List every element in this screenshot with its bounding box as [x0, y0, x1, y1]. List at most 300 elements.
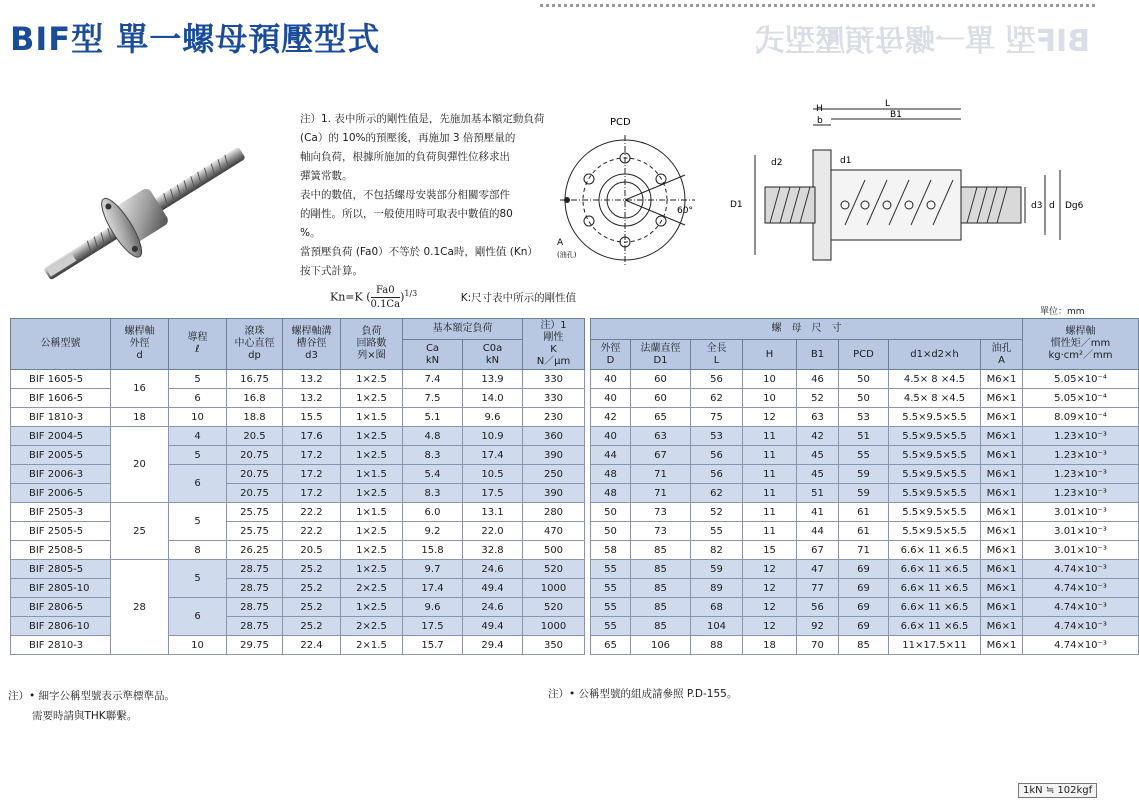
col-c0a: C0a kN [463, 340, 523, 370]
b1-cell: 92 [797, 617, 839, 636]
spec-table [10, 318, 1139, 655]
oil-cell: M6×1 [981, 427, 1023, 446]
pcd-cell: 69 [839, 579, 889, 598]
lead-cell: 8 [169, 541, 227, 560]
flange-d1-cell: 65 [631, 408, 691, 427]
d3-cell: 22.4 [283, 636, 341, 655]
rigidity-notes [300, 110, 550, 281]
shaft-od-cell: 20 [111, 427, 169, 503]
rigidity-cell: 1000 [523, 617, 585, 636]
footnote-line: 需要時請與THK聯繫。 [32, 710, 138, 722]
oil-cell: M6×1 [981, 541, 1023, 560]
col-flange-d1: 法蘭直徑 D1 [631, 340, 691, 370]
page-edge-dots [540, 4, 1095, 13]
b1-cell: 45 [797, 465, 839, 484]
col-lead: 導程 ℓ [169, 319, 227, 370]
d-label: d [1049, 201, 1055, 211]
model-cell: BIF 2006-5 [11, 484, 111, 503]
oil-cell: M6×1 [981, 598, 1023, 617]
model-cell: BIF 2810-3 [11, 636, 111, 655]
note-line: 表中的數值，不包括螺母安裝部分相關零部件 [300, 189, 510, 201]
inertia-cell: 1.23×10⁻³ [1023, 465, 1139, 484]
rigidity-cell: 1000 [523, 579, 585, 598]
model-cell: BIF 2004-5 [11, 427, 111, 446]
bolt-cell: 5.5×9.5×5.5 [889, 427, 981, 446]
shaft-od-cell: 28 [111, 560, 169, 655]
b1-cell: 77 [797, 579, 839, 598]
rigidity-cell: 330 [523, 370, 585, 389]
length-label: L [885, 99, 891, 109]
b1-cell: 41 [797, 503, 839, 522]
lead-cell: 6 [169, 465, 227, 503]
b1-label: B1 [890, 110, 902, 120]
flange-d1-cell: 71 [631, 484, 691, 503]
note-line: (Ca）的 10%的預壓後，再施加 3 倍預壓量的 [300, 132, 516, 144]
length-cell: 88 [691, 636, 743, 655]
h-cell: 11 [743, 465, 797, 484]
circuits-cell: 2×2.5 [341, 617, 403, 636]
flange-d1-cell: 73 [631, 503, 691, 522]
c0a-cell: 32.8 [463, 541, 523, 560]
inertia-cell: 4.74×10⁻³ [1023, 560, 1139, 579]
ca-cell: 15.7 [403, 636, 463, 655]
b1-cell: 63 [797, 408, 839, 427]
rigidity-cell: 360 [523, 427, 585, 446]
ca-cell: 8.3 [403, 446, 463, 465]
circuits-cell: 1×2.5 [341, 427, 403, 446]
h-cell: 10 [743, 370, 797, 389]
rigidity-cell: 230 [523, 408, 585, 427]
nut-dimension-drawing [555, 95, 1095, 305]
dp-cell: 16.8 [227, 389, 283, 408]
inertia-cell: 3.01×10⁻³ [1023, 522, 1139, 541]
c0a-cell: 24.6 [463, 598, 523, 617]
b1-cell: 42 [797, 427, 839, 446]
lead-cell: 4 [169, 427, 227, 446]
ball-screw-photo [22, 120, 262, 310]
table-row [11, 389, 1139, 408]
table-row [11, 446, 1139, 465]
d1-label: d1 [840, 156, 852, 166]
d3-cell: 25.2 [283, 598, 341, 617]
model-cell: BIF 2505-5 [11, 522, 111, 541]
length-cell: 89 [691, 579, 743, 598]
bolt-cell: 5.5×9.5×5.5 [889, 446, 981, 465]
bolt-cell: 6.6× 11 ×6.5 [889, 617, 981, 636]
d3-cell: 13.2 [283, 389, 341, 408]
inertia-cell: 1.23×10⁻³ [1023, 484, 1139, 503]
inertia-cell: 3.01×10⁻³ [1023, 541, 1139, 560]
formula-close: ) [400, 290, 405, 304]
footnote-right: 注）• 公稱型號的組成請參照 P.D-155。 [548, 688, 738, 700]
circuits-cell: 1×1.5 [341, 503, 403, 522]
outer-d-cell: 50 [591, 522, 631, 541]
note-line: 彈簧常數。 [300, 170, 353, 182]
table-row [11, 370, 1139, 389]
ca-cell: 8.3 [403, 484, 463, 503]
length-cell: 68 [691, 598, 743, 617]
d3-cell: 25.2 [283, 617, 341, 636]
bolt-cell: 6.6× 11 ×6.5 [889, 598, 981, 617]
footnote-left [8, 686, 175, 726]
shaft-od-cell: 16 [111, 370, 169, 408]
inertia-cell: 4.74×10⁻³ [1023, 579, 1139, 598]
lead-cell: 6 [169, 598, 227, 636]
d3-cell: 17.2 [283, 446, 341, 465]
h-cell: 11 [743, 503, 797, 522]
ca-cell: 7.5 [403, 389, 463, 408]
bolt-cell: 11×17.5×11 [889, 636, 981, 655]
c0a-cell: 17.5 [463, 484, 523, 503]
circuits-cell: 1×2.5 [341, 370, 403, 389]
model-cell: BIF 2806-10 [11, 617, 111, 636]
ca-cell: 9.2 [403, 522, 463, 541]
model-cell: BIF 1606-5 [11, 389, 111, 408]
h-cell: 15 [743, 541, 797, 560]
oil-cell: M6×1 [981, 617, 1023, 636]
table-row [11, 408, 1139, 427]
oil-cell: M6×1 [981, 465, 1023, 484]
h-cell: 11 [743, 427, 797, 446]
pcd-cell: 61 [839, 522, 889, 541]
flange-d1-cell: 73 [631, 522, 691, 541]
flange-d1-cell: 85 [631, 579, 691, 598]
model-cell: BIF 2005-5 [11, 446, 111, 465]
rigidity-cell: 470 [523, 522, 585, 541]
rigidity-cell: 520 [523, 598, 585, 617]
nut-side-view [755, 99, 1084, 260]
unit-label: 單位：mm [1040, 307, 1085, 317]
col-root-dia: 螺桿軸溝 槽谷徑 d3 [283, 319, 341, 370]
bolt-cell: 6.6× 11 ×6.5 [889, 579, 981, 598]
lead-cell: 10 [169, 636, 227, 655]
h-cell: 12 [743, 560, 797, 579]
outer-d-cell: 55 [591, 579, 631, 598]
col-b1: B1 [797, 340, 839, 370]
outer-d-cell: 40 [591, 389, 631, 408]
outer-d-cell: 40 [591, 427, 631, 446]
pcd-cell: 59 [839, 465, 889, 484]
c0a-cell: 24.6 [463, 560, 523, 579]
bolt-cell: 6.6× 11 ×6.5 [889, 541, 981, 560]
outer-d-cell: 58 [591, 541, 631, 560]
circuits-cell: 1×1.5 [341, 408, 403, 427]
b1-cell: 44 [797, 522, 839, 541]
flange-d1-cell: 106 [631, 636, 691, 655]
outer-d-cell: 40 [591, 370, 631, 389]
flange-d1-cell: 85 [631, 617, 691, 636]
col-h: H [743, 340, 797, 370]
pcd-cell: 71 [839, 541, 889, 560]
rigidity-cell: 350 [523, 636, 585, 655]
table-row [11, 560, 1139, 579]
h-cell: 12 [743, 408, 797, 427]
h-cell: 18 [743, 636, 797, 655]
h-cell: 12 [743, 579, 797, 598]
c0a-cell: 13.1 [463, 503, 523, 522]
shaft-od-cell: 18 [111, 408, 169, 427]
flange-d1-cell: 60 [631, 389, 691, 408]
col-ca: Ca kN [403, 340, 463, 370]
bleed-through-title: BIF型 單一螺母預壓型式 [755, 24, 1090, 59]
oil-cell: M6×1 [981, 484, 1023, 503]
d3-cell: 17.2 [283, 484, 341, 503]
pcd-cell: 69 [839, 598, 889, 617]
b1-cell: 56 [797, 598, 839, 617]
h-cell: 11 [743, 484, 797, 503]
note-line: 軸向負荷，根據所施加的負荷與彈性位移求出 [300, 151, 510, 163]
model-cell: BIF 2505-3 [11, 503, 111, 522]
table-row [11, 636, 1139, 655]
d3-cell: 13.2 [283, 370, 341, 389]
formula-exponent: 1/3 [404, 288, 418, 298]
c0a-cell: 13.9 [463, 370, 523, 389]
d3-cell: 22.2 [283, 503, 341, 522]
table-row [11, 427, 1139, 446]
d3-cell: 17.6 [283, 427, 341, 446]
ca-cell: 6.0 [403, 503, 463, 522]
dp-cell: 18.8 [227, 408, 283, 427]
flange-d1-cell: 85 [631, 541, 691, 560]
lead-cell: 5 [169, 370, 227, 389]
unit-conversion-box: 1kN ≒ 102kgf [1018, 783, 1097, 798]
table-row [11, 503, 1139, 522]
bolt-cell: 5.5×9.5×5.5 [889, 465, 981, 484]
c0a-cell: 10.9 [463, 427, 523, 446]
oil-cell: M6×1 [981, 446, 1023, 465]
bolt-cell: 5.5×9.5×5.5 [889, 522, 981, 541]
dp-cell: 20.5 [227, 427, 283, 446]
ca-cell: 17.4 [403, 579, 463, 598]
b1-cell: 52 [797, 389, 839, 408]
c0a-cell: 9.6 [463, 408, 523, 427]
model-cell: BIF 2805-5 [11, 560, 111, 579]
pcd-cell: 53 [839, 408, 889, 427]
note-line: 按下式計算。 [300, 265, 363, 277]
col-model: 公稱型號 [11, 319, 111, 370]
inertia-cell: 5.05×10⁻⁴ [1023, 389, 1139, 408]
note-line: 注）1. 表中所示的剛性值是，先施加基本額定動負荷 [300, 113, 545, 125]
oil-cell: M6×1 [981, 560, 1023, 579]
d3-cell: 25.2 [283, 560, 341, 579]
flange-d1-cell: 67 [631, 446, 691, 465]
dp-cell: 20.75 [227, 446, 283, 465]
inertia-cell: 1.23×10⁻³ [1023, 446, 1139, 465]
dp-cell: 28.75 [227, 579, 283, 598]
length-cell: 52 [691, 503, 743, 522]
circuits-cell: 1×2.5 [341, 446, 403, 465]
col-outer-d: 外徑 D [591, 340, 631, 370]
length-cell: 75 [691, 408, 743, 427]
d3-cell: 17.2 [283, 465, 341, 484]
dp-cell: 20.75 [227, 465, 283, 484]
inertia-cell: 4.74×10⁻³ [1023, 617, 1139, 636]
col-ball-center: 滾珠 中心直徑 dp [227, 319, 283, 370]
b1-cell: 46 [797, 370, 839, 389]
outer-d-cell: 42 [591, 408, 631, 427]
inertia-cell: 5.05×10⁻⁴ [1023, 370, 1139, 389]
outer-d-cell: 65 [591, 636, 631, 655]
flange-d1-cell: 60 [631, 370, 691, 389]
model-cell: BIF 1810-3 [11, 408, 111, 427]
c0a-cell: 29.4 [463, 636, 523, 655]
outer-d-cell: 48 [591, 484, 631, 503]
dp-cell: 25.75 [227, 503, 283, 522]
ca-cell: 7.4 [403, 370, 463, 389]
dp-cell: 28.75 [227, 560, 283, 579]
circuits-cell: 1×2.5 [341, 560, 403, 579]
circuits-cell: 1×2.5 [341, 484, 403, 503]
d2-label: d2 [771, 158, 783, 168]
flange-d1-cell: 85 [631, 560, 691, 579]
dp-cell: 26.25 [227, 541, 283, 560]
circuits-cell: 2×1.5 [341, 636, 403, 655]
dp-cell: 28.75 [227, 598, 283, 617]
bolt-cell: 5.5×9.5×5.5 [889, 484, 981, 503]
dp-cell: 25.75 [227, 522, 283, 541]
flange-front-view [557, 117, 743, 265]
c0a-cell: 14.0 [463, 389, 523, 408]
dp-cell: 16.75 [227, 370, 283, 389]
oil-cell: M6×1 [981, 370, 1023, 389]
oil-hole-label: A [557, 238, 564, 248]
oil-cell: M6×1 [981, 636, 1023, 655]
h-cell: 11 [743, 446, 797, 465]
outer-d-cell: 48 [591, 465, 631, 484]
length-cell: 62 [691, 484, 743, 503]
length-cell: 56 [691, 446, 743, 465]
c0a-cell: 49.4 [463, 617, 523, 636]
note-line: 的剛性。所以，一般使用時可取表中數值的80 [300, 208, 513, 220]
rigidity-cell: 330 [523, 389, 585, 408]
h-cell: 12 [743, 617, 797, 636]
table-row [11, 465, 1139, 484]
table-row [11, 598, 1139, 617]
dp-cell: 29.75 [227, 636, 283, 655]
model-cell: BIF 2006-3 [11, 465, 111, 484]
oil-cell: M6×1 [981, 389, 1023, 408]
formula-fraction [371, 284, 401, 311]
formula-denominator: 0.1Ca [370, 299, 401, 310]
table-row [11, 541, 1139, 560]
formula-numerator: Fa0 [371, 284, 401, 298]
c0a-cell: 22.0 [463, 522, 523, 541]
length-cell: 104 [691, 617, 743, 636]
pcd-cell: 50 [839, 370, 889, 389]
c0a-cell: 10.5 [463, 465, 523, 484]
dg6-label: Dg6 [1065, 201, 1084, 211]
pcd-cell: 55 [839, 446, 889, 465]
circuits-cell: 1×2.5 [341, 598, 403, 617]
b1-cell: 70 [797, 636, 839, 655]
inertia-cell: 4.74×10⁻³ [1023, 598, 1139, 617]
rigidity-cell: 280 [523, 503, 585, 522]
col-bolt: d1×d2×h [889, 340, 981, 370]
lead-cell: 10 [169, 408, 227, 427]
ca-cell: 5.1 [403, 408, 463, 427]
page-title: BIF型 單一螺母預壓型式 [10, 20, 381, 58]
ca-cell: 9.7 [403, 560, 463, 579]
model-cell: BIF 2805-10 [11, 579, 111, 598]
circuits-cell: 1×2.5 [341, 522, 403, 541]
formula-left: Kn=K ( [330, 290, 371, 304]
pcd-label: PCD [610, 117, 631, 128]
circuits-cell: 1×1.5 [341, 465, 403, 484]
d1-flange-label: D1 [730, 200, 743, 210]
col-basic-load: 基本額定負荷 [403, 319, 523, 340]
flange-d1-cell: 63 [631, 427, 691, 446]
b1-cell: 47 [797, 560, 839, 579]
inertia-cell: 1.23×10⁻³ [1023, 427, 1139, 446]
pcd-cell: 59 [839, 484, 889, 503]
col-circuits: 負荷 回路數 列×圈 [341, 319, 403, 370]
bolt-cell: 5.5×9.5×5.5 [889, 503, 981, 522]
col-oil: 油孔 A [981, 340, 1023, 370]
outer-d-cell: 55 [591, 560, 631, 579]
footnote-line: 注）• 細字公稱型號表示準標準品。 [8, 690, 176, 702]
oil-cell: M6×1 [981, 408, 1023, 427]
rigidity-formula [330, 284, 576, 311]
dp-cell: 28.75 [227, 617, 283, 636]
d3-cell: 22.2 [283, 522, 341, 541]
col-pcd: PCD [839, 340, 889, 370]
note-line: %。 [300, 227, 321, 239]
c0a-cell: 49.4 [463, 579, 523, 598]
inertia-cell: 4.74×10⁻³ [1023, 636, 1139, 655]
col-rigidity: 注）1 剛性 K N／μm [523, 319, 585, 370]
c0a-cell: 17.4 [463, 446, 523, 465]
rigidity-cell: 390 [523, 484, 585, 503]
length-cell: 59 [691, 560, 743, 579]
h-label: H [816, 104, 823, 114]
length-cell: 56 [691, 370, 743, 389]
pcd-cell: 85 [839, 636, 889, 655]
ca-cell: 17.5 [403, 617, 463, 636]
note-line: 當預壓負荷 (Fa0）不等於 0.1Ca時，剛性值 (Kn） [300, 246, 538, 258]
outer-d-cell: 55 [591, 598, 631, 617]
circuits-cell: 1×2.5 [341, 541, 403, 560]
model-cell: BIF 1605-5 [11, 370, 111, 389]
oil-hole-caption: (油孔) [557, 251, 577, 259]
lead-cell: 6 [169, 389, 227, 408]
oil-cell: M6×1 [981, 503, 1023, 522]
inertia-cell: 3.01×10⁻³ [1023, 503, 1139, 522]
lead-cell: 5 [169, 503, 227, 541]
col-length: 全長 L [691, 340, 743, 370]
oil-cell: M6×1 [981, 579, 1023, 598]
pcd-cell: 69 [839, 560, 889, 579]
lead-cell: 5 [169, 560, 227, 598]
pcd-cell: 61 [839, 503, 889, 522]
outer-d-cell: 44 [591, 446, 631, 465]
ca-cell: 9.6 [403, 598, 463, 617]
lead-cell: 5 [169, 446, 227, 465]
b-label: b [817, 116, 823, 126]
d3-cell: 15.5 [283, 408, 341, 427]
pcd-cell: 69 [839, 617, 889, 636]
rigidity-cell: 390 [523, 446, 585, 465]
col-nut-dims: 螺 母 尺 寸 [591, 319, 1023, 340]
b1-cell: 45 [797, 446, 839, 465]
length-cell: 56 [691, 465, 743, 484]
bolt-cell: 5.5×9.5×5.5 [889, 408, 981, 427]
ca-cell: 4.8 [403, 427, 463, 446]
h-cell: 10 [743, 389, 797, 408]
dp-cell: 20.75 [227, 484, 283, 503]
length-cell: 62 [691, 389, 743, 408]
col-inertia: 螺桿軸 慣性矩／mm kg·cm²／mm [1023, 319, 1139, 370]
pcd-cell: 51 [839, 427, 889, 446]
